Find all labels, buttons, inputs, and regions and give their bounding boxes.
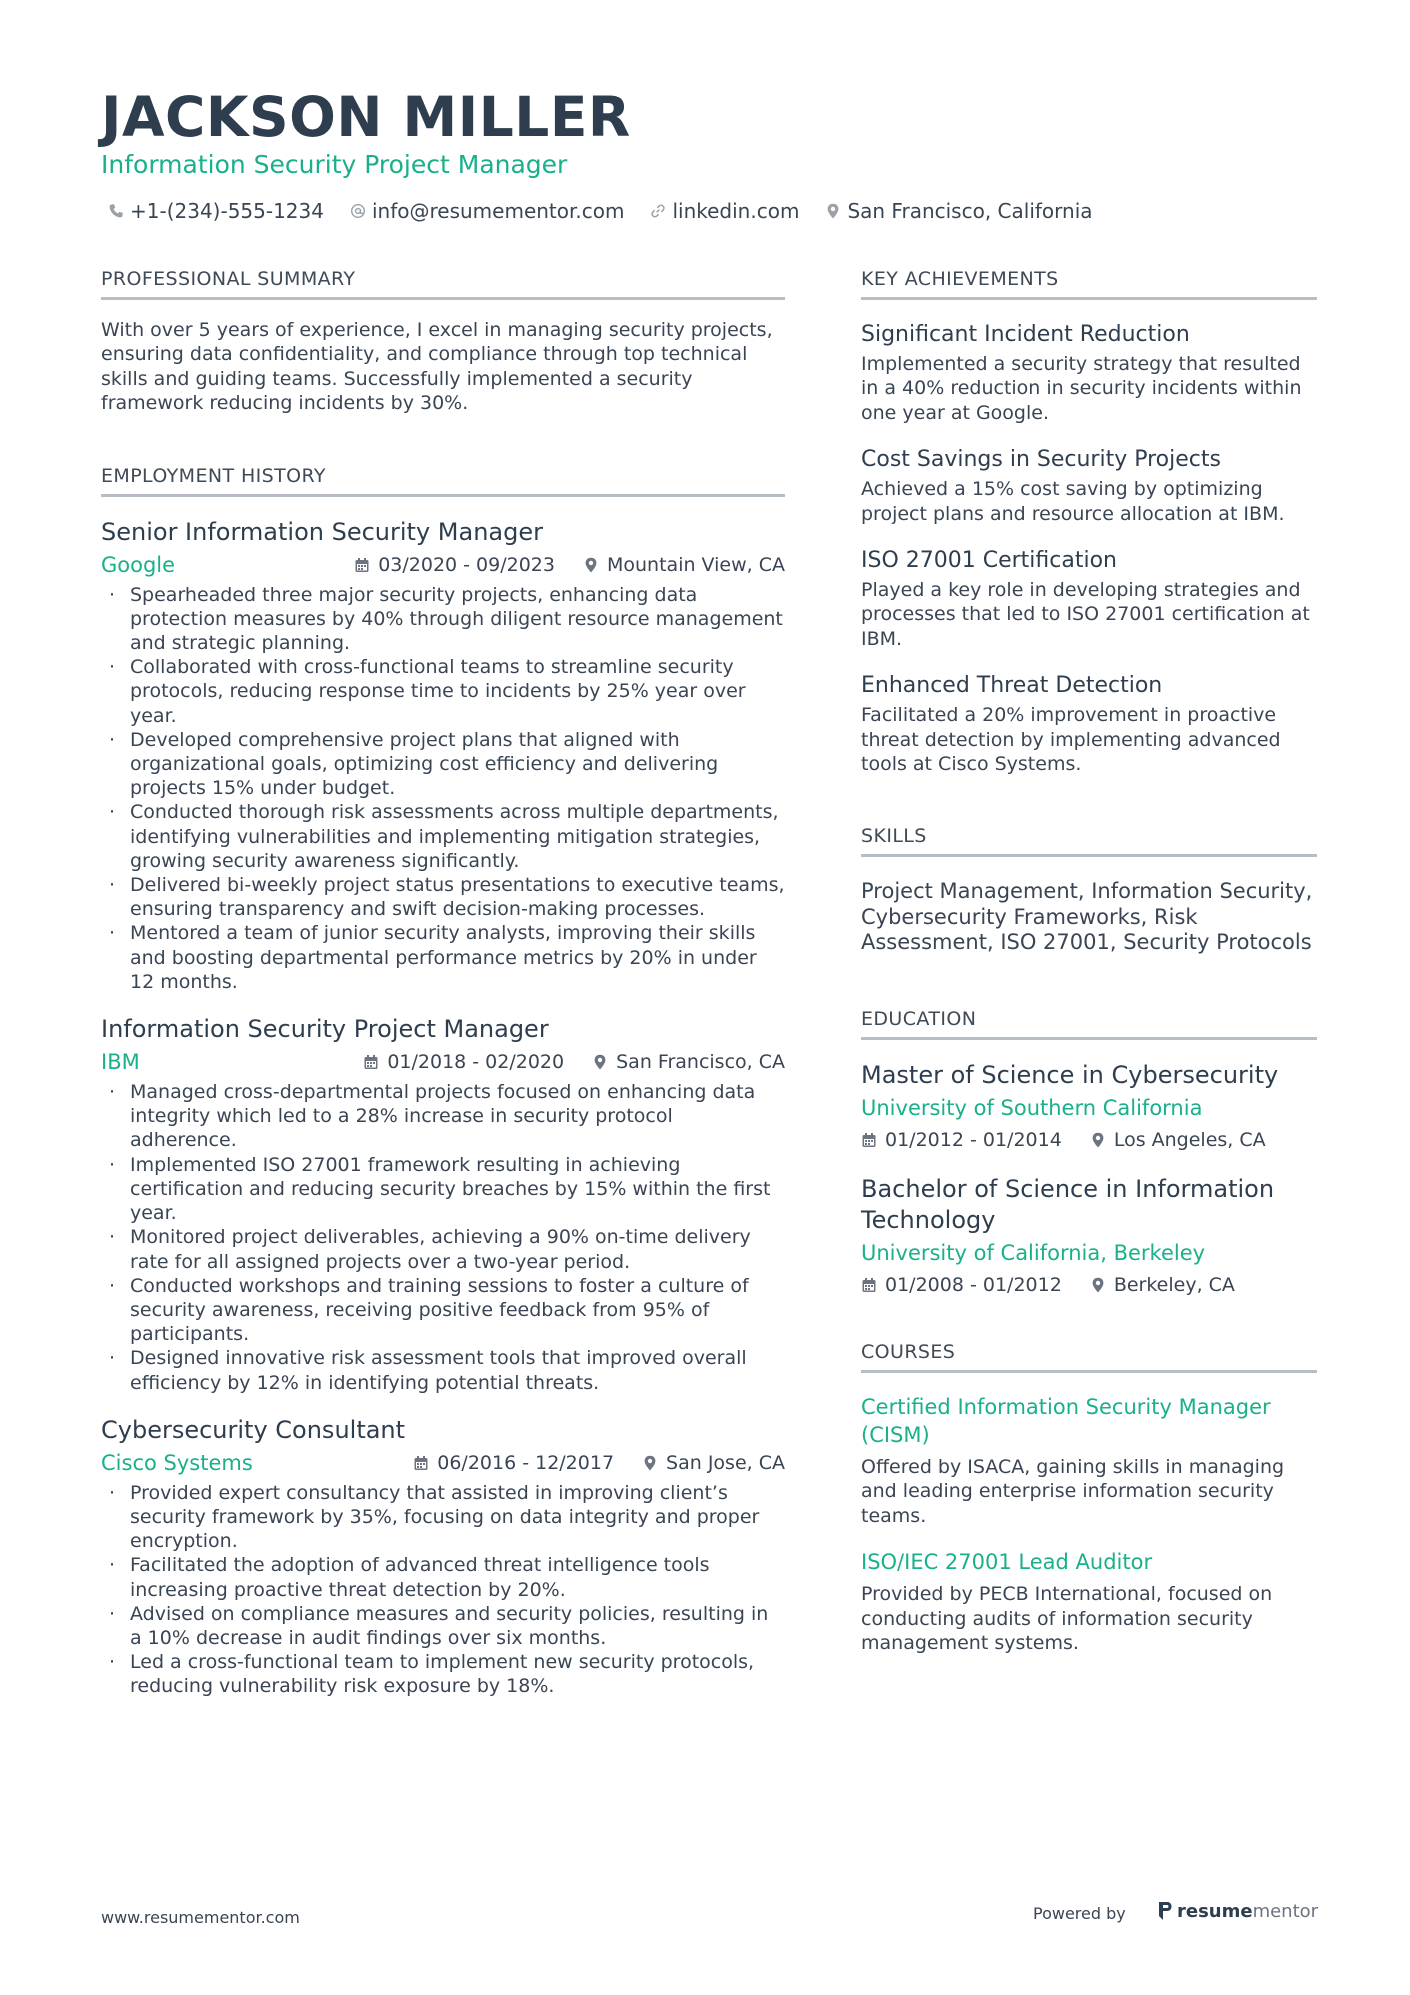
contact-email[interactable] xyxy=(350,199,624,223)
calendar-icon xyxy=(363,1054,379,1070)
link-icon xyxy=(650,203,666,219)
achievement-item xyxy=(861,546,1317,651)
left-column xyxy=(101,266,785,1699)
course-item xyxy=(861,1393,1317,1528)
achievement-desc: Implemented a security strategy that resulted in a 40% reduction in security incidents within one year at Google. xyxy=(861,353,1302,424)
course-title: ISO/IEC 27001 Lead Auditor xyxy=(861,1550,1153,1575)
achievement-desc: Played a key role in developing strategies and processes that led to ISO 27001 certification at IBM. xyxy=(861,579,1310,650)
job-bullets xyxy=(101,1481,785,1699)
achievement-desc: Facilitated a 20% improvement in proactive threat detection by implementing advanced tools at Cisco Systems. xyxy=(861,704,1281,776)
calendar-icon xyxy=(861,1277,877,1293)
contact-location xyxy=(825,199,1092,223)
course-desc: Offered by ISACA, gaining skills in managing and leading enterprise information security teams. xyxy=(861,1455,1285,1527)
education-heading: EDUCATION xyxy=(861,1006,1317,1040)
achievement-item xyxy=(861,320,1317,425)
job-location xyxy=(592,1051,785,1073)
skills-text: Project Management, Information Security, Cybersecurity Frameworks, Risk Assessment, ISO 27001, Security Protocols xyxy=(861,879,1313,955)
map-pin-icon xyxy=(642,1455,658,1471)
candidate-name: JACKSON MILLER xyxy=(101,85,631,149)
education-school: University of Southern California xyxy=(861,1095,1203,1120)
education-meta xyxy=(861,1126,1317,1154)
job-dates-text: 01/2018 - 02/2020 xyxy=(387,1051,565,1074)
contact-email-text: info@resumementor.com xyxy=(371,199,625,223)
skills-heading: SKILLS xyxy=(861,823,1317,857)
course-desc: Provided by PECB International, focused on conducting audits of information security management systems. xyxy=(861,1583,1273,1654)
education-meta xyxy=(861,1271,1317,1299)
job-bullets xyxy=(101,1080,785,1395)
contact-location-text: San Francisco, California xyxy=(847,199,1093,223)
education-item xyxy=(861,1060,1317,1154)
bullet-item: · Provided expert consultancy that assisted in improving client’s security framework by 35%, focusing on data integrity and proper encryption. xyxy=(101,1481,785,1554)
achievement-title: Enhanced Threat Detection xyxy=(861,673,1163,699)
employment-section xyxy=(101,463,785,1699)
map-pin-icon xyxy=(1090,1132,1106,1148)
achievement-desc: Achieved a 15% cost saving by optimizing project plans and resource allocation at IBM. xyxy=(861,478,1285,525)
courses-section xyxy=(861,1339,1317,1655)
contact-phone-text: +1-(234)-555-1234 xyxy=(130,199,324,223)
education-location-text: Los Angeles, CA xyxy=(1113,1128,1266,1151)
education-dates xyxy=(861,1274,1062,1296)
bullet-item: · Collaborated with cross-functional teams to streamline security protocols, reducing response time to incidents by 25% year over year. xyxy=(101,655,785,728)
job-company: IBM xyxy=(101,1050,140,1075)
job-meta xyxy=(101,551,785,579)
logo-text-bold: resume xyxy=(1177,1900,1253,1922)
bullet-item: · Delivered bi-weekly project status presentations to executive teams, ensuring transparency and swift decision-making processes. xyxy=(101,873,785,921)
job-location xyxy=(642,1452,785,1474)
bullet-item: · Managed cross-departmental projects focused on enhancing data integrity which led to a 28% increase in security protocol adherence. xyxy=(101,1080,785,1153)
summary-heading: PROFESSIONAL SUMMARY xyxy=(101,266,785,300)
achievement-title: Cost Savings in Security Projects xyxy=(861,447,1221,473)
contact-linkedin-text: linkedin.com xyxy=(672,199,800,223)
bullet-item: · Monitored project deliverables, achieving a 90% on-time delivery rate for all assigned projects over a two-year period. xyxy=(101,1225,785,1273)
education-dates-text: 01/2012 - 01/2014 xyxy=(885,1128,1062,1151)
courses-heading: COURSES xyxy=(861,1339,1317,1373)
contact-bar xyxy=(108,198,1119,224)
job-entry xyxy=(101,1415,785,1699)
job-dates xyxy=(363,1051,564,1073)
at-icon xyxy=(350,203,366,219)
summary-section xyxy=(101,266,785,416)
skills-section xyxy=(861,823,1317,956)
map-pin-icon xyxy=(825,203,841,219)
job-company: Google xyxy=(101,552,176,577)
job-location-text: San Francisco, CA xyxy=(616,1051,785,1074)
bullet-item: · Developed comprehensive project plans that aligned with organizational goals, optimizing cost efficiency and delivering projects 15% under budget. xyxy=(101,728,785,801)
achievements-section xyxy=(861,266,1317,776)
bullet-item: · Spearheaded three major security projects, enhancing data protection measures by 40% through diligent resource management and strategic planning. xyxy=(101,583,785,656)
job-dates xyxy=(413,1452,614,1474)
contact-linkedin[interactable] xyxy=(650,199,799,223)
achievement-item xyxy=(861,671,1317,776)
footer-powered-by: Powered by xyxy=(1033,1904,1126,1923)
footer-url[interactable]: www.resumementor.com xyxy=(101,1908,300,1927)
job-meta xyxy=(101,1048,785,1076)
bullet-item: · Conducted workshops and training sessions to foster a culture of security awareness, receiving positive feedback from 95% of participants. xyxy=(101,1274,785,1347)
job-location-text: San Jose, CA xyxy=(666,1451,785,1474)
achievement-item xyxy=(861,445,1317,526)
job-title: Senior Information Security Manager xyxy=(101,517,543,546)
footer-logo[interactable] xyxy=(1157,1900,1318,1922)
phone-icon xyxy=(108,203,124,219)
job-company: Cisco Systems xyxy=(101,1450,253,1475)
education-degree: Bachelor of Science in Information Technology xyxy=(861,1174,1275,1234)
course-item xyxy=(861,1548,1317,1655)
summary-text: With over 5 years of experience, I excel in managing security projects, ensuring data confidentiality, and compliance through top technical skills and guiding teams. Successfully implemented a security framework reducing incidents by 30%. xyxy=(101,319,773,415)
job-bullets xyxy=(101,583,785,994)
resumementor-logo-icon xyxy=(1157,1900,1173,1922)
education-item xyxy=(861,1174,1317,1299)
job-location xyxy=(583,554,785,576)
bullet-item: · Mentored a team of junior security analysts, improving their skills and boosting departmental performance metrics by 20% in under 12 months. xyxy=(101,921,785,994)
job-meta xyxy=(101,1449,785,1477)
education-location xyxy=(1090,1129,1266,1151)
bullet-item: · Conducted thorough risk assessments across multiple departments, identifying vulnerabilities and implementing mitigation strategies, growing security awareness significantly. xyxy=(101,800,785,873)
education-school: University of California, Berkeley xyxy=(861,1240,1206,1265)
job-dates-text: 03/2020 - 09/2023 xyxy=(378,553,555,576)
course-title: Certified Information Security Manager (CISM) xyxy=(861,1394,1271,1447)
education-location-text: Berkeley, CA xyxy=(1113,1273,1235,1296)
education-location xyxy=(1090,1274,1235,1296)
job-location-text: Mountain View, CA xyxy=(607,553,785,576)
bullet-item: · Designed innovative risk assessment tools that improved overall efficiency by 12% in identifying potential threats. xyxy=(101,1346,785,1394)
map-pin-icon xyxy=(1090,1277,1106,1293)
bullet-item: · Facilitated the adoption of advanced threat intelligence tools increasing proactive threat detection by 20%. xyxy=(101,1553,785,1601)
map-pin-icon xyxy=(583,557,599,573)
logo-text-light: mentor xyxy=(1252,1900,1319,1922)
employment-heading: EMPLOYMENT HISTORY xyxy=(101,463,785,497)
achievement-title: Significant Incident Reduction xyxy=(861,322,1190,347)
contact-phone[interactable] xyxy=(108,199,324,223)
job-title: Cybersecurity Consultant xyxy=(101,1415,406,1444)
job-entry xyxy=(101,517,785,994)
achievements-heading: KEY ACHIEVEMENTS xyxy=(861,266,1317,300)
candidate-title: Information Security Project Manager xyxy=(101,150,568,179)
education-degree: Master of Science in Cybersecurity xyxy=(861,1060,1279,1089)
calendar-icon xyxy=(861,1132,877,1148)
job-dates xyxy=(354,554,555,576)
bullet-item: · Advised on compliance measures and security policies, resulting in a 10% decrease in audit findings over six months. xyxy=(101,1602,785,1650)
education-dates xyxy=(861,1129,1062,1151)
bullet-item: · Implemented ISO 27001 framework resulting in achieving certification and reducing security breaches by 15% within the first year. xyxy=(101,1153,785,1226)
map-pin-icon xyxy=(592,1054,608,1070)
right-column xyxy=(861,266,1317,1655)
job-title: Information Security Project Manager xyxy=(101,1015,549,1044)
achievement-title: ISO 27001 Certification xyxy=(861,548,1117,574)
calendar-icon xyxy=(413,1455,429,1471)
job-dates-text: 06/2016 - 12/2017 xyxy=(437,1451,615,1474)
calendar-icon xyxy=(354,557,370,573)
education-section xyxy=(861,1006,1317,1299)
job-entry xyxy=(101,1014,785,1395)
education-dates-text: 01/2008 - 01/2012 xyxy=(885,1273,1062,1296)
bullet-item: · Led a cross-functional team to implement new security protocols, reducing vulnerability risk exposure by 18%. xyxy=(101,1650,785,1698)
